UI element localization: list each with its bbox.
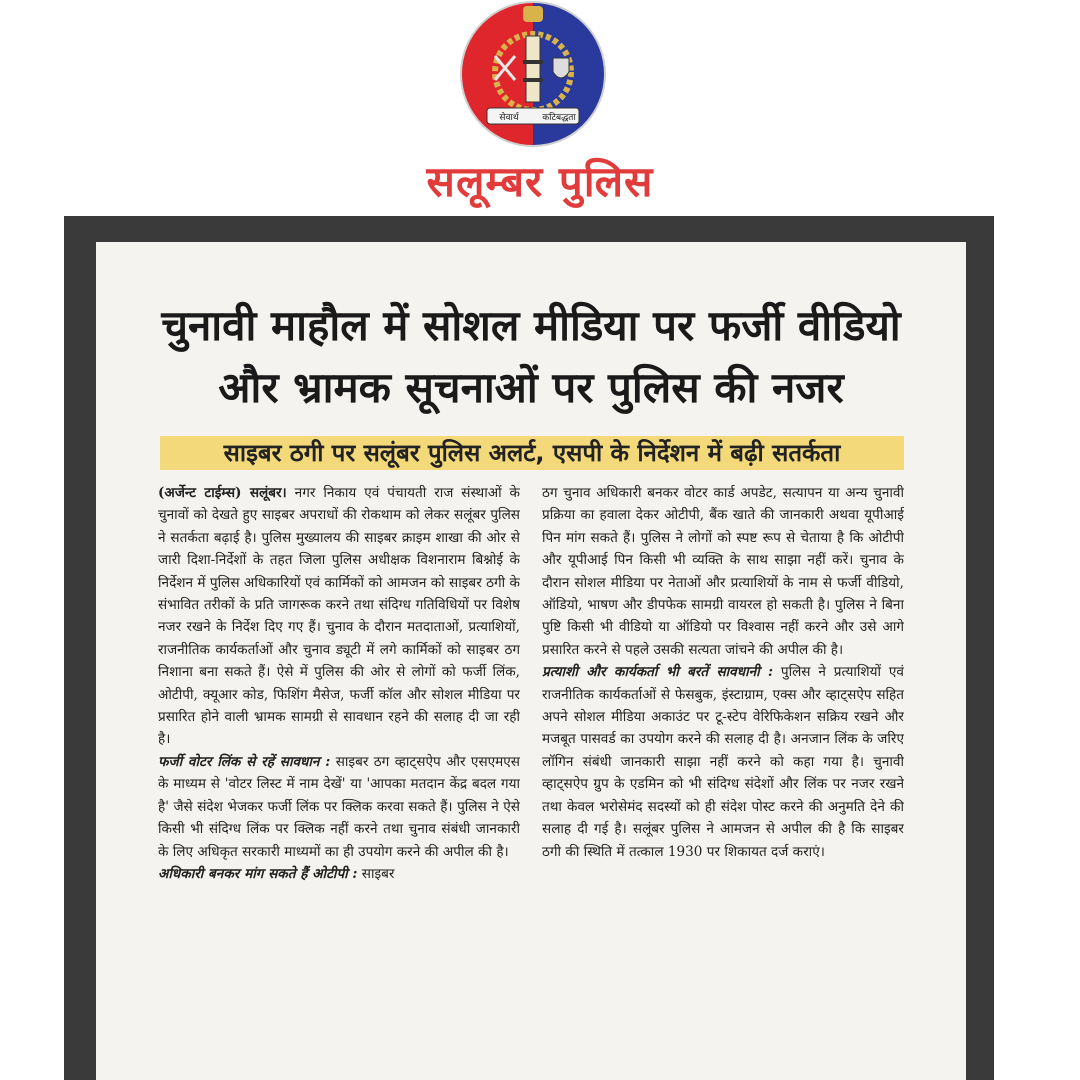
paragraph-otp-fraud: [158, 863, 520, 885]
police-emblem-logo: [459, 0, 607, 148]
otp-fraud-text-continued: ठग चुनाव अधिकारी बनकर वोटर कार्ड अपडेट, सत्यापन या अन्य चुनावी प्रक्रिया का हवाला देकर ओटीपी, बैंक खाते की जानकारी अथवा यूपीआई पिन मांग सकते हैं। पुलिस ने लोगों को स्पष्ट रूप से चेताया है कि ओटीपी और यूपीआई पिन किसी भी व्यक्ति के साथ साझा नहीं करें। चुनाव के दौरान सोशल मीडिया पर नेताओं और प्रत्याशियों के नाम से फर्जी वीडियो, ऑडियो, भाषण और डीपफेक सामग्री वायरल हो सकती है। पुलिस ने बिना पुष्टि किसी भी वीडियो या ऑडियो पर विश्वास नहीं करने और उसे आगे प्रसारित करने से पहले उसकी सत्यता जांचने की अपील की है।: [542, 485, 904, 658]
otp-fraud-text-start: साइबर: [361, 865, 395, 882]
subheadline: साइबर ठगी पर सलूंबर पुलिस अलर्ट, एसपी के निर्देशन में बढ़ी सतर्कता: [223, 439, 841, 467]
article-column-right: [542, 482, 904, 1072]
fake-voter-link-text: साइबर ठग व्हाट्सऐप और एसएमएस के माध्यम से 'वोटर लिस्ट में नाम देखें' या 'आपका मतदान केंद्र बदल गया है' जैसे संदेश भेजकर फर्जी लिंक पर क्लिक करवा सकते हैं। पुलिस ने ऐसे किसी भी संदिग्ध लिंक पर क्लिक नहीं करने तथा चुनाव संबंधी जानकारी के लिए अधिकृत सरकारी माध्यमों का ही उपयोग करने की अपील की है।: [158, 753, 520, 860]
org-title: सलूम्बर पुलिस: [426, 157, 654, 206]
headline-line-1: चुनावी माहौल में सोशल मीडिया पर फर्जी वीडियो: [161, 301, 901, 350]
logo-motto-right: कटिबद्धता: [542, 113, 576, 123]
paragraph-otp-continued: [542, 482, 904, 661]
ashoka-emblem-icon: [523, 6, 543, 22]
subheading-fake-voter-link: फर्जी वोटर लिंक से रहें सावधान :: [158, 753, 331, 770]
newspaper-clipping: [96, 242, 966, 1080]
logo-motto-left: सेवार्थ: [499, 113, 519, 123]
paragraph-intro: [158, 482, 520, 751]
subheading-candidates-caution: प्रत्याशी और कार्यकर्ता भी बरतें सावधानी :: [542, 664, 773, 681]
article-column-left: [158, 482, 520, 1072]
candidates-caution-text: पुलिस ने प्रत्याशियों एवं राजनीतिक कार्यकर्ताओं से फेसबुक, इंस्टाग्राम, एक्स और व्हाट्सऐप सहित अपने सोशल मीडिया अकाउंट पर टू-स्टेप वेरिफिकेशन सक्रिय रखने और मजबूत पासवर्ड का उपयोग करने की सलाह दी है। अनजान लिंक के जरिए लॉगिन संबंधी जानकारी साझा नहीं करने को कहा गया है। चुनावी व्हाट्सऐप ग्रुप के एडमिन को भी संदिग्ध संदेशों और लिंक पर नजर रखने तथा केवल भरोसेमंद सदस्यों को ही संदेश पोस्ट करने की अनुमति देने की सलाह दी गई है। सलूंबर पुलिस ने आमजन से अपील की है कि साइबर ठगी की स्थिति में तत्काल 1930 पर शिकायत दर्ज कराएं।: [542, 664, 904, 860]
paragraph-fake-voter-link: [158, 751, 520, 863]
intro-text: नगर निकाय एवं पंचायती राज संस्थाओं के चुनावों को देखते हुए साइबर अपराधों की रोकथाम को लेकर सलूंबर पुलिस ने सतर्कता बढ़ाई है। पुलिस मुख्यालय की साइबर क्राइम शाखा की ओर से जारी दिशा-निर्देशों के तहत जिला पुलिस अधीक्षक विशनाराम बिश्नोई के निर्देशन में पुलिस अधिकारियों एवं कार्मिकों को आमजन को साइबर ठगी के संभावित तरीकों के प्रति जागरूक करने तथा संदिग्ध गतिविधियों पर विशेष नजर रखने के निर्देश दिए गए हैं। चुनाव के दौरान मतदाताओं, प्रत्याशियों, राजनीतिक कार्यकर्ताओं और चुनाव ड्यूटी में लगे कार्मिकों को साइबर ठग निशाना बना सकते हैं। ऐसे में पुलिस की ओर से लोगों को फर्जी लिंक, ओटीपी, क्यूआर कोड, फिशिंग मैसेज, फर्जी कॉल और सोशल मीडिया पर प्रसारित होने वाली भ्रामक सामग्री से सावधान रहने की सलाह दी जा रही है।: [158, 485, 520, 748]
paragraph-candidates-caution: [542, 661, 904, 863]
headline-line-2: और भ्रामक सूचनाओं पर पुलिस की नजर: [218, 363, 844, 412]
byline: (अर्जेन्ट टाईम्स) सलूंबर।: [158, 485, 287, 501]
subheading-otp-fraud: अधिकारी बनकर मांग सकते हैं ओटीपी :: [158, 865, 358, 882]
